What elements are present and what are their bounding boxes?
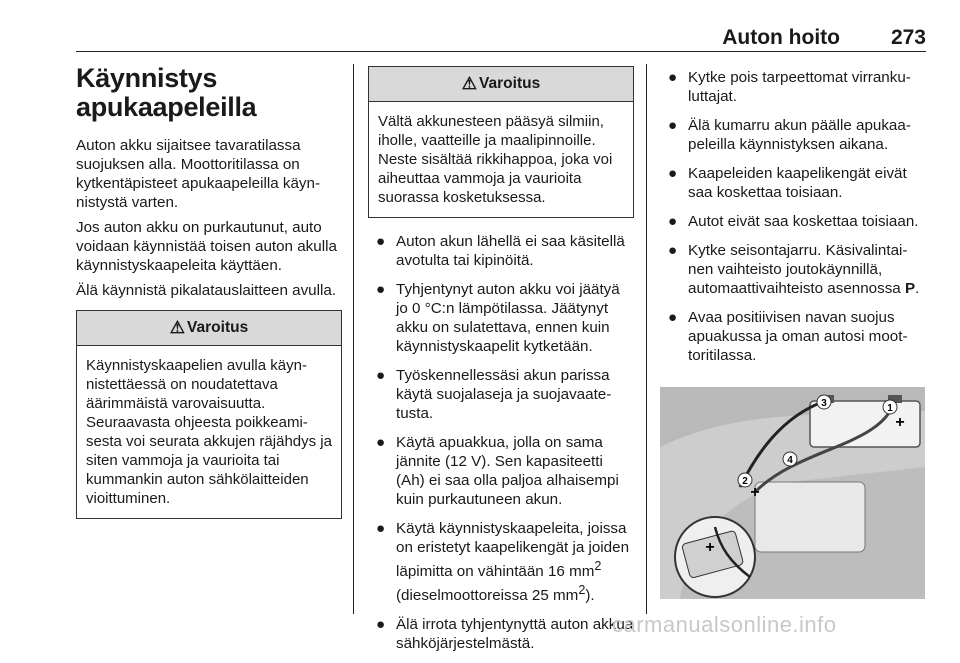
paragraph: Auton akku sijaitsee tavaratilassa suojuksen alla. Moottoritilassa on kytkentäpisteet apukaapeleilla käynnistystä varten. [76,137,320,211]
plus-sign-battery: + [895,414,905,431]
list-item: ● Työskennellessäsi akun parissa käytä suojalaseja ja suojavaatetusta. [376,367,612,422]
bullet-icon: ● [668,213,678,230]
warning-heading: ⚠ Varoitus [369,67,633,102]
paragraph: Älä käynnistä pikalatauslaitteen avulla. [76,282,337,299]
callout-label-4: 4 [787,455,793,466]
warning-heading: ⚠ Varoitus [77,311,341,346]
plus-sign-inset: + [705,539,715,556]
list-item: ● Tyhjentynyt auton akku voi jäätyä jo 0 °C:n lämpötilassa. Jäätynyt akku on sulatettava, ennen kuin käynnistyskaapelit kytketään. [376,281,620,355]
list-item: ● Älä kumarru akun päälle apukaapeleilla käynnistyksen aikana. [668,117,911,153]
list-item: ● Älä irrota tyhjentynyttä auton akkua sähköjärjestelmästä. [376,616,634,653]
page-number: 273 [890,26,926,49]
bullet-icon: ● [668,309,678,326]
column-3 [660,60,926,375]
watermark: carmanualsonline.info [612,612,837,637]
list-item: ● Kaapeleiden kaapelikengät eivät saa koskettaa toisiaan. [668,165,907,201]
warning-box [368,66,634,218]
warning-box [76,310,342,519]
list-item: ● Käytä apuakkua, jolla on sama jännite (12 V). Sen kapasiteetti (Ah) ei saa olla paljoa alhaisempi kuin purkautuneen akun. [376,434,619,508]
paragraph: Jos auton akku on purkautunut, auto voidaan käynnistää toisen auton akulla käynnistyskaapeleita käyttäen. [76,219,337,274]
callout-label-3: 3 [821,398,827,409]
bullet-icon: ● [668,117,678,134]
warning-text: Käynnistyskaapelien avulla käynnistettäessä on noudatettava äärimmäistä varovaisuutta. Seuraavasta ohjeesta poikkeamisesta voi seurata akkujen räjähdys ja siten vammoja ja vaurioita tai kummankin auton sähkölaitteiden vioittuminen. [86,357,332,507]
bullet-icon: ● [668,165,678,182]
column-2 [368,60,634,663]
list-item: ● Auton akun lähellä ei saa käsitellä avotulta tai kipinöitä. [376,233,625,269]
warning-triangle-icon: ⚠ [461,74,478,93]
warning-triangle-icon: ⚠ [169,318,186,337]
list-item: ● Kytke seisontajarru. Käsivalintainen vaihteisto joutokäynnillä, automaattivaihteisto asennossa P. [668,242,920,297]
page-header [76,26,926,52]
column-1 [76,60,342,519]
bullet-list [368,232,634,653]
bullet-icon: ● [376,281,386,298]
jump-start-illustration [660,387,925,599]
bullet-icon: ● [376,367,386,384]
bullet-icon: ● [376,233,386,250]
list-item: ● Avaa positiivisen navan suojus apuakussa ja oman autosi moottoritilassa. [668,309,908,364]
list-item: ● Autot eivät saa koskettaa toisiaan. [668,213,919,230]
bullet-icon: ● [668,69,678,86]
callout-label-1: 1 [887,403,893,414]
section-title: Auton hoito [722,26,840,49]
fuse-box-shape [755,482,865,552]
bullet-list [660,68,926,365]
column-divider-2 [646,64,647,614]
engine-bay-drawing [660,387,925,599]
bullet-icon: ● [376,616,386,634]
list-item: ● Kytke pois tarpeettomat virrankuluttajat. [668,69,911,105]
bullet-icon: ● [668,242,678,259]
callout-label-2: 2 [742,476,748,487]
header-rule [76,51,926,52]
list-item: ● Käytä käynnistyskaapeleita, joissa on eristetyt kaapelikengät ja joiden läpimitta on vähintään 16 $mm^2$ (dieselmoottoreissa 25 $mm^2$). [376,520,630,605]
warning-text: Vältä akkunesteen pääsyä silmiin, iholle, vaatteille ja maalipinnoille. Neste sisältää rikkihappoa, joka voi aiheuttaa vammoja ja vaurioita suorassa kosketuksessa. [378,113,613,206]
bullet-icon: ● [376,434,386,451]
column-divider-1 [353,64,354,614]
plus-sign-engine: + [750,484,760,501]
section-heading: Käynnistys apukaapeleilla [76,63,257,122]
bullet-icon: ● [376,520,386,537]
